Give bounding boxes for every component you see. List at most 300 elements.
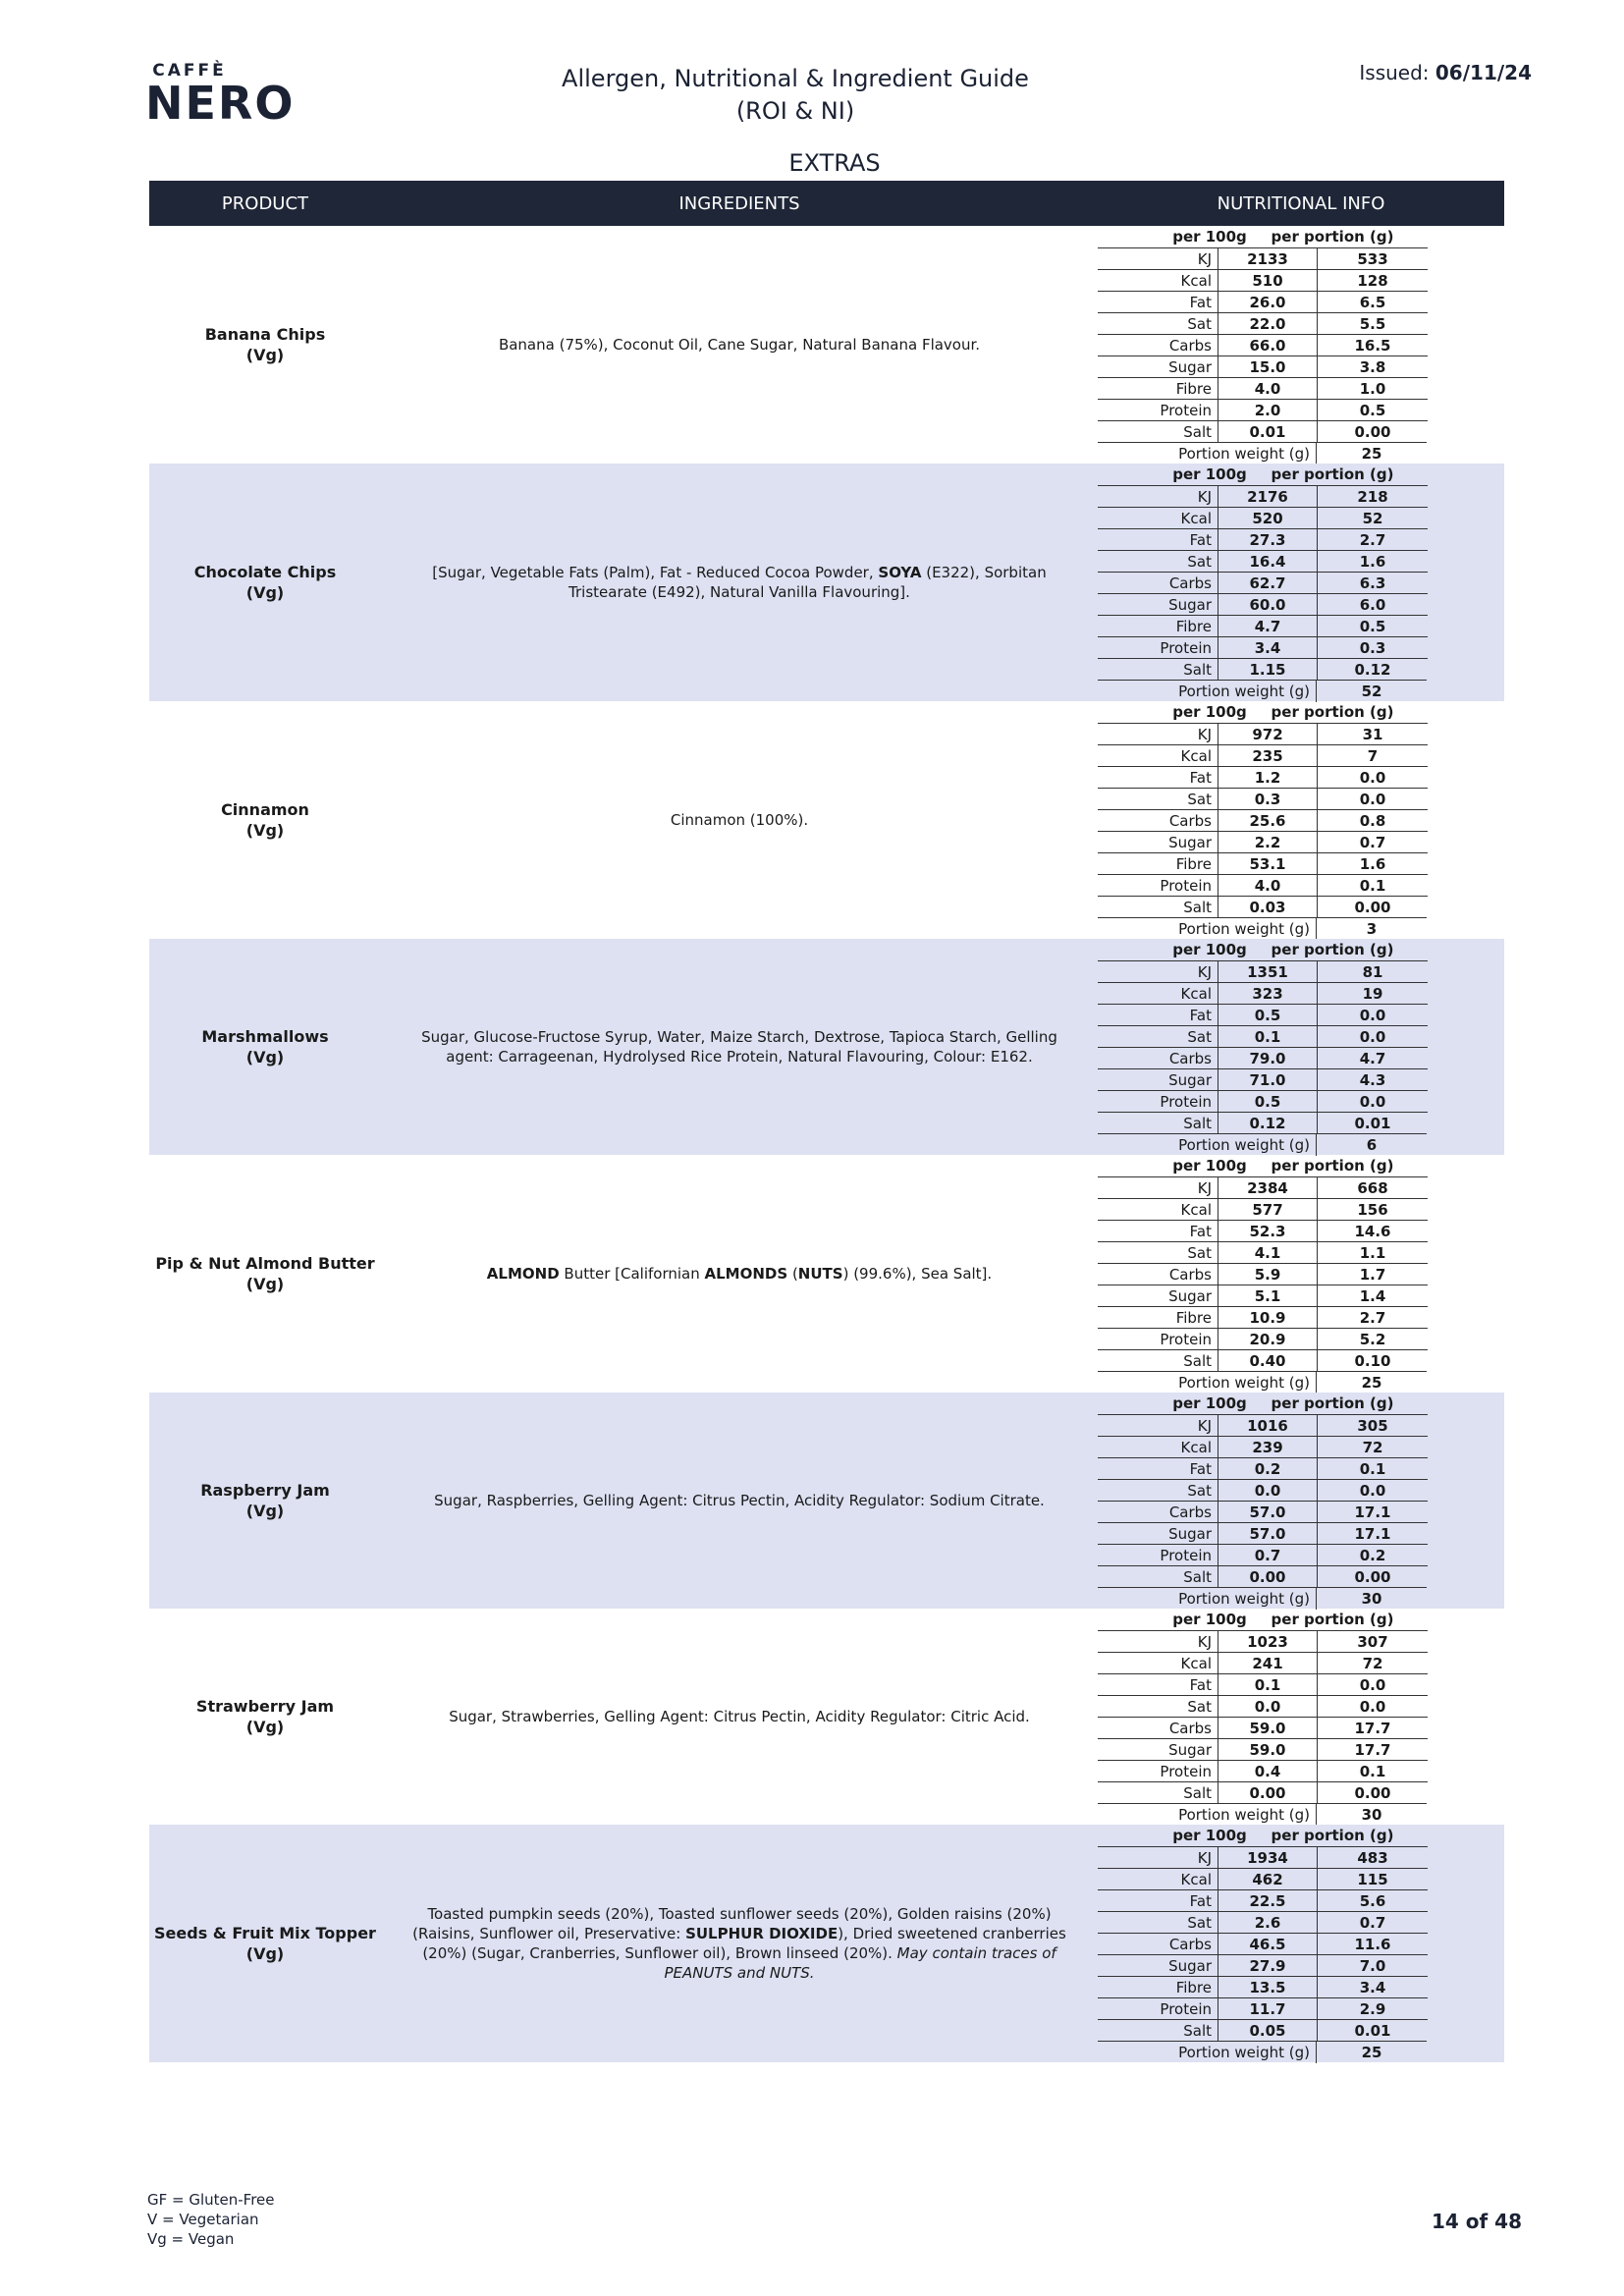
nutrition-row — [1098, 1954, 1504, 1976]
portion-weight-label: Portion weight (g) — [1098, 442, 1316, 464]
per-portion-header: per portion (g) — [1271, 1394, 1394, 1412]
nutrient-label: Fat — [1098, 1457, 1218, 1479]
portion-weight-row — [1098, 442, 1504, 464]
nutrition-row — [1098, 1112, 1504, 1133]
nutrition-row — [1098, 831, 1504, 852]
portion-weight-row — [1098, 1587, 1504, 1609]
portion-weight-value: 30 — [1316, 1587, 1427, 1610]
nutrition-column-headers — [1098, 939, 1504, 960]
per-portion-header: per portion (g) — [1271, 1611, 1394, 1628]
portion-weight-label: Portion weight (g) — [1098, 1803, 1316, 1825]
per-portion-header: per portion (g) — [1271, 703, 1394, 721]
ingredients-text: Toasted pumpkin seeds (20%), Toasted sunflower seeds (20%), Golden raisins (20%) (Raisins, Sunflower oil, Preservative: SULPHUR DIOXIDE), Dried sweetened cranberries (20%) (Sugar, Cranberries, Sunflower oil), Brown linseed (20%). May contain traces of PEANUTS and NUTS. — [412, 1905, 1066, 1982]
nutrient-per-portion: 0.5 — [1317, 399, 1428, 421]
portion-weight-value: 25 — [1316, 1371, 1427, 1394]
nutrient-label: Fibre — [1098, 615, 1218, 636]
nutrient-per-portion: 2.7 — [1317, 1306, 1428, 1329]
nutrient-per-portion: 0.0 — [1317, 1695, 1428, 1718]
nutrient-per-100g: 62.7 — [1218, 572, 1317, 594]
nutrient-label: Fibre — [1098, 377, 1218, 399]
nutrition-row — [1098, 852, 1504, 874]
nutrient-per-portion: 0.01 — [1317, 1112, 1428, 1134]
product-name: Raspberry Jam — [200, 1481, 330, 1500]
nutrient-per-portion: 0.1 — [1317, 874, 1428, 897]
portion-weight-label: Portion weight (g) — [1098, 1133, 1316, 1155]
product-diet: (Vg) — [245, 1502, 285, 1520]
nutrient-per-100g: 4.0 — [1218, 874, 1317, 897]
document-title — [550, 63, 1041, 128]
nutrient-label: Sat — [1098, 788, 1218, 809]
nutrition-row — [1098, 1911, 1504, 1933]
header-nutrition: NUTRITIONAL INFO — [1217, 192, 1385, 214]
nutrient-per-100g: 79.0 — [1218, 1047, 1317, 1069]
nutrient-label: Sat — [1098, 1025, 1218, 1047]
nutrient-label: Sugar — [1098, 1954, 1218, 1976]
nutrient-per-100g: 0.03 — [1218, 896, 1317, 918]
nutrient-per-portion: 307 — [1317, 1630, 1428, 1653]
portion-weight-value: 52 — [1316, 680, 1427, 702]
nutrient-label: Sat — [1098, 1911, 1218, 1933]
nutrient-label: Fat — [1098, 766, 1218, 788]
nutrition-row — [1098, 1501, 1504, 1522]
nutrient-per-100g: 27.3 — [1218, 528, 1317, 551]
nutrient-per-portion: 0.1 — [1317, 1760, 1428, 1782]
per-portion-header: per portion (g) — [1271, 465, 1394, 483]
nutrition-row — [1098, 399, 1504, 420]
portion-weight-value: 30 — [1316, 1803, 1427, 1826]
per-100g-header: per 100g — [1172, 1827, 1247, 1844]
nutrient-per-100g: 27.9 — [1218, 1954, 1317, 1977]
nutrition-row — [1098, 1781, 1504, 1803]
nutrient-label: Carbs — [1098, 1501, 1218, 1522]
nutrient-per-100g: 0.00 — [1218, 1565, 1317, 1588]
nutrient-per-100g: 0.0 — [1218, 1479, 1317, 1502]
portion-weight-value: 3 — [1316, 917, 1427, 940]
nutrient-per-100g: 0.00 — [1218, 1781, 1317, 1804]
legend-gf: GF = Gluten-Free — [147, 2191, 275, 2209]
nutrient-per-portion: 0.7 — [1317, 831, 1428, 853]
nutrient-per-100g: 462 — [1218, 1868, 1317, 1890]
nutrition-row — [1098, 960, 1504, 982]
nutrient-label: Fat — [1098, 1673, 1218, 1695]
nutrient-per-portion: 305 — [1317, 1414, 1428, 1437]
product-name: Cinnamon — [221, 800, 309, 819]
nutrition-row — [1098, 1976, 1504, 1997]
ingredients-cell — [381, 464, 1098, 701]
product-name-cell — [149, 226, 381, 464]
nutrition-row — [1098, 1025, 1504, 1047]
nutrient-label: Carbs — [1098, 1263, 1218, 1285]
nutrient-per-100g: 1934 — [1218, 1846, 1317, 1869]
nutrition-row — [1098, 312, 1504, 334]
nutrient-label: Fibre — [1098, 1976, 1218, 1997]
caffe-nero-logo — [145, 61, 312, 130]
nutrient-per-100g: 2133 — [1218, 247, 1317, 270]
nutrient-label: Sat — [1098, 312, 1218, 334]
product-diet: (Vg) — [245, 1944, 285, 1963]
product-name-cell — [149, 1825, 381, 2062]
nutrient-per-portion: 11.6 — [1317, 1933, 1428, 1955]
portion-weight-row — [1098, 2041, 1504, 2062]
nutrient-label: Sat — [1098, 550, 1218, 572]
header-product: PRODUCT — [221, 192, 309, 214]
nutrient-per-100g: 0.0 — [1218, 1695, 1317, 1718]
nutrient-per-100g: 46.5 — [1218, 1933, 1317, 1955]
product-row — [149, 464, 1504, 701]
nutrient-per-portion: 4.7 — [1317, 1047, 1428, 1069]
nutrient-per-100g: 60.0 — [1218, 593, 1317, 616]
nutrient-per-portion: 31 — [1317, 723, 1428, 745]
nutrient-per-portion: 0.00 — [1317, 420, 1428, 443]
nutrition-cell — [1098, 1825, 1504, 2062]
product-diet: (Vg) — [245, 821, 285, 840]
nutrient-per-100g: 1023 — [1218, 1630, 1317, 1653]
nutrient-label: KJ — [1098, 1846, 1218, 1868]
nutrition-row — [1098, 1047, 1504, 1068]
nutrition-row — [1098, 507, 1504, 528]
issued-label: Issued: — [1359, 61, 1435, 84]
nutrient-per-100g: 0.05 — [1218, 2019, 1317, 2042]
nutrient-per-portion: 1.6 — [1317, 550, 1428, 573]
portion-weight-label: Portion weight (g) — [1098, 1371, 1316, 1393]
nutrient-label: Carbs — [1098, 1047, 1218, 1068]
nutrient-per-100g: 66.0 — [1218, 334, 1317, 356]
nutrient-per-100g: 52.3 — [1218, 1220, 1317, 1242]
nutrient-label: Fibre — [1098, 1306, 1218, 1328]
nutrient-label: Sugar — [1098, 1285, 1218, 1306]
per-100g-header: per 100g — [1172, 228, 1247, 246]
nutrient-per-portion: 0.1 — [1317, 1457, 1428, 1480]
nutrient-per-portion: 0.0 — [1317, 1025, 1428, 1048]
nutrient-per-100g: 2.2 — [1218, 831, 1317, 853]
nutrient-per-100g: 0.7 — [1218, 1544, 1317, 1566]
nutrient-label: Sugar — [1098, 1068, 1218, 1090]
nutrient-per-100g: 22.5 — [1218, 1889, 1317, 1912]
nutrition-row — [1098, 1090, 1504, 1112]
nutrient-per-portion: 0.0 — [1317, 766, 1428, 789]
nutrition-row — [1098, 1436, 1504, 1457]
per-100g-header: per 100g — [1172, 1157, 1247, 1175]
nutrient-per-100g: 4.7 — [1218, 615, 1317, 637]
nutrient-per-100g: 1351 — [1218, 960, 1317, 983]
ingredients-cell — [381, 939, 1098, 1155]
nutrient-per-portion: 0.3 — [1317, 636, 1428, 659]
ingredients-cell — [381, 226, 1098, 464]
product-row — [149, 1609, 1504, 1825]
nutrition-row — [1098, 1868, 1504, 1889]
nutrient-per-portion: 5.2 — [1317, 1328, 1428, 1350]
portion-weight-label: Portion weight (g) — [1098, 917, 1316, 939]
nutrient-per-100g: 0.40 — [1218, 1349, 1317, 1372]
nutrition-row — [1098, 2019, 1504, 2041]
nutrient-label: Kcal — [1098, 507, 1218, 528]
nutrition-row — [1098, 485, 1504, 507]
product-row — [149, 1393, 1504, 1609]
diet-legend — [147, 2190, 275, 2249]
nutrition-row — [1098, 334, 1504, 355]
nutrient-label: Sat — [1098, 1241, 1218, 1263]
nutrient-label: Salt — [1098, 896, 1218, 917]
nutrient-per-portion: 0.2 — [1317, 1544, 1428, 1566]
nutrient-per-100g: 57.0 — [1218, 1522, 1317, 1545]
nutrition-row — [1098, 1630, 1504, 1652]
nutrient-per-portion: 72 — [1317, 1436, 1428, 1458]
product-name: Pip & Nut Almond Butter — [155, 1254, 375, 1273]
legend-vg: Vg = Vegan — [147, 2230, 235, 2248]
ingredients-text: ALMOND Butter [Californian ALMONDS (NUTS) (99.6%), Sea Salt]. — [486, 1265, 993, 1283]
nutrient-per-100g: 53.1 — [1218, 852, 1317, 875]
nutrient-per-portion: 4.3 — [1317, 1068, 1428, 1091]
nutrition-row — [1098, 1263, 1504, 1285]
per-100g-header: per 100g — [1172, 703, 1247, 721]
nutrition-row — [1098, 420, 1504, 442]
per-portion-header: per portion (g) — [1271, 1827, 1394, 1844]
nutrition-row — [1098, 377, 1504, 399]
nutrient-per-portion: 0.0 — [1317, 788, 1428, 810]
nutrition-row — [1098, 1846, 1504, 1868]
nutrient-per-100g: 3.4 — [1218, 636, 1317, 659]
per-portion-header: per portion (g) — [1271, 941, 1394, 958]
nutrition-row — [1098, 593, 1504, 615]
nutrition-row — [1098, 723, 1504, 744]
nutrient-per-100g: 972 — [1218, 723, 1317, 745]
nutrient-label: Sugar — [1098, 1522, 1218, 1544]
nutrient-label: Fibre — [1098, 852, 1218, 874]
nutrient-label: Salt — [1098, 658, 1218, 680]
nutrient-label: Protein — [1098, 874, 1218, 896]
product-row — [149, 1155, 1504, 1393]
nutrient-label: Salt — [1098, 2019, 1218, 2041]
nutrient-label: Fat — [1098, 1220, 1218, 1241]
nutrient-per-portion: 6.0 — [1317, 593, 1428, 616]
nutrient-per-100g: 25.6 — [1218, 809, 1317, 832]
nutrient-per-portion: 17.7 — [1317, 1717, 1428, 1739]
nutrition-row — [1098, 1717, 1504, 1738]
nutrient-per-portion: 0.00 — [1317, 896, 1428, 918]
ingredients-cell — [381, 1155, 1098, 1393]
nutrient-per-portion: 2.7 — [1317, 528, 1428, 551]
per-100g-header: per 100g — [1172, 1611, 1247, 1628]
nutrition-row — [1098, 1414, 1504, 1436]
nutrient-per-portion: 1.0 — [1317, 377, 1428, 400]
nutrient-per-portion: 218 — [1317, 485, 1428, 508]
nutrition-row — [1098, 982, 1504, 1004]
ingredients-cell — [381, 1609, 1098, 1825]
table-body — [149, 226, 1504, 2062]
nutrition-row — [1098, 1544, 1504, 1565]
nutrient-label: Fat — [1098, 291, 1218, 312]
logo-nero-text: NERO — [145, 77, 296, 130]
nutrition-row — [1098, 658, 1504, 680]
nutrient-label: Kcal — [1098, 269, 1218, 291]
nutrient-per-portion: 52 — [1317, 507, 1428, 529]
nutrient-per-100g: 16.4 — [1218, 550, 1317, 573]
nutrition-row — [1098, 1176, 1504, 1198]
product-name-cell — [149, 464, 381, 701]
nutrient-per-portion: 16.5 — [1317, 334, 1428, 356]
nutrient-per-100g: 59.0 — [1218, 1738, 1317, 1761]
nutrient-per-portion: 0.0 — [1317, 1090, 1428, 1113]
nutrient-per-100g: 22.0 — [1218, 312, 1317, 335]
per-portion-header: per portion (g) — [1271, 1157, 1394, 1175]
ingredients-text: Banana (75%), Coconut Oil, Cane Sugar, Natural Banana Flavour. — [498, 336, 981, 354]
nutrient-per-100g: 57.0 — [1218, 1501, 1317, 1523]
nutrient-per-portion: 0.0 — [1317, 1673, 1428, 1696]
nutrient-per-100g: 0.5 — [1218, 1090, 1317, 1113]
product-diet: (Vg) — [245, 1048, 285, 1066]
nutrition-row — [1098, 1933, 1504, 1954]
nutrient-per-portion: 1.6 — [1317, 852, 1428, 875]
product-row — [149, 701, 1504, 939]
nutrient-label: Fat — [1098, 528, 1218, 550]
nutrient-label: KJ — [1098, 960, 1218, 982]
per-portion-header: per portion (g) — [1271, 228, 1394, 246]
nutrient-label: Sugar — [1098, 355, 1218, 377]
nutrient-per-portion: 483 — [1317, 1846, 1428, 1869]
issued-value: 06/11/24 — [1435, 61, 1532, 84]
ingredients-text: Sugar, Glucose-Fructose Syrup, Water, Maize Starch, Dextrose, Tapioca Starch, Gelling agent: Carrageenan, Hydrolysed Rice Protein, Natural Flavouring, Colour: E162. — [421, 1028, 1057, 1066]
ingredients-text: Sugar, Strawberries, Gelling Agent: Citrus Pectin, Acidity Regulator: Citric Acid. — [449, 1708, 1030, 1725]
portion-weight-label: Portion weight (g) — [1098, 680, 1316, 701]
nutrition-row — [1098, 1285, 1504, 1306]
product-name-cell — [149, 1609, 381, 1825]
product-diet: (Vg) — [245, 346, 285, 364]
nutrition-column-headers — [1098, 1609, 1504, 1630]
nutrition-column-headers — [1098, 1825, 1504, 1846]
nutrition-row — [1098, 896, 1504, 917]
nutrient-label: Kcal — [1098, 1868, 1218, 1889]
nutrient-per-portion: 533 — [1317, 247, 1428, 270]
nutrition-row — [1098, 1565, 1504, 1587]
portion-weight-row — [1098, 1133, 1504, 1155]
nutrient-per-100g: 241 — [1218, 1652, 1317, 1674]
nutrient-label: KJ — [1098, 247, 1218, 269]
nutrition-cell — [1098, 701, 1504, 939]
ingredients-text: [Sugar, Vegetable Fats (Palm), Fat - Reduced Cocoa Powder, SOYA (E322), Sorbitan Tristearate (E492), Natural Vanilla Flavouring]. — [432, 564, 1047, 601]
nutrition-row — [1098, 1306, 1504, 1328]
nutrition-row — [1098, 1738, 1504, 1760]
portion-weight-value: 25 — [1316, 442, 1427, 465]
per-100g-header: per 100g — [1172, 465, 1247, 483]
nutrition-row — [1098, 788, 1504, 809]
nutrition-row — [1098, 636, 1504, 658]
nutrition-cell — [1098, 1155, 1504, 1393]
ingredients-cell — [381, 1393, 1098, 1609]
portion-weight-label: Portion weight (g) — [1098, 2041, 1316, 2062]
nutrition-row — [1098, 809, 1504, 831]
nutrient-per-portion: 0.00 — [1317, 1565, 1428, 1588]
nutrition-row — [1098, 615, 1504, 636]
nutrient-label: Fat — [1098, 1889, 1218, 1911]
nutrition-row — [1098, 1652, 1504, 1673]
nutrient-per-100g: 20.9 — [1218, 1328, 1317, 1350]
nutrient-per-portion: 6.3 — [1317, 572, 1428, 594]
nutrient-per-portion: 3.4 — [1317, 1976, 1428, 1998]
portion-weight-label: Portion weight (g) — [1098, 1587, 1316, 1609]
nutrient-per-portion: 128 — [1317, 269, 1428, 292]
nutrition-row — [1098, 1241, 1504, 1263]
nutrient-label: Protein — [1098, 1328, 1218, 1349]
nutrition-cell — [1098, 226, 1504, 464]
nutrient-per-portion: 7 — [1317, 744, 1428, 767]
nutrient-label: KJ — [1098, 485, 1218, 507]
nutrient-per-portion: 0.12 — [1317, 658, 1428, 681]
nutrient-per-portion: 17.7 — [1317, 1738, 1428, 1761]
nutrient-per-portion: 0.5 — [1317, 615, 1428, 637]
product-name-cell — [149, 1155, 381, 1393]
nutrient-per-100g: 4.1 — [1218, 1241, 1317, 1264]
nutrition-column-headers — [1098, 226, 1504, 247]
nutrition-row — [1098, 1522, 1504, 1544]
product-name: Banana Chips — [204, 325, 326, 344]
nutrient-label: Salt — [1098, 1781, 1218, 1803]
ingredients-cell — [381, 1825, 1098, 2062]
nutrition-row — [1098, 1068, 1504, 1090]
per-100g-header: per 100g — [1172, 1394, 1247, 1412]
nutrient-per-100g: 26.0 — [1218, 291, 1317, 313]
nutrient-per-portion: 0.00 — [1317, 1781, 1428, 1804]
nutrient-label: Salt — [1098, 1349, 1218, 1371]
nutrient-per-100g: 0.1 — [1218, 1673, 1317, 1696]
nutrient-per-portion: 2.9 — [1317, 1997, 1428, 2020]
nutrient-per-100g: 2176 — [1218, 485, 1317, 508]
nutrient-per-100g: 0.3 — [1218, 788, 1317, 810]
nutrient-per-100g: 1016 — [1218, 1414, 1317, 1437]
nutrient-per-100g: 2.6 — [1218, 1911, 1317, 1934]
nutrition-row — [1098, 766, 1504, 788]
product-row — [149, 226, 1504, 464]
nutrient-label: Protein — [1098, 1544, 1218, 1565]
nutrient-label: Carbs — [1098, 1933, 1218, 1954]
nutrition-row — [1098, 247, 1504, 269]
product-row — [149, 939, 1504, 1155]
nutrient-per-100g: 13.5 — [1218, 1976, 1317, 1998]
section-title: EXTRAS — [788, 149, 881, 177]
nutrient-per-100g: 11.7 — [1218, 1997, 1317, 2020]
extras-table — [149, 181, 1504, 2062]
nutrient-per-portion: 1.7 — [1317, 1263, 1428, 1285]
nutrient-label: KJ — [1098, 1176, 1218, 1198]
legend-v: V = Vegetarian — [147, 2211, 259, 2228]
nutrition-row — [1098, 1220, 1504, 1241]
nutrition-row — [1098, 874, 1504, 896]
product-diet: (Vg) — [245, 583, 285, 602]
nutrient-label: KJ — [1098, 723, 1218, 744]
ingredients-cell — [381, 701, 1098, 939]
nutrition-column-headers — [1098, 1393, 1504, 1414]
nutrient-per-portion: 0.0 — [1317, 1004, 1428, 1026]
nutrient-label: Salt — [1098, 1112, 1218, 1133]
nutrient-label: Kcal — [1098, 744, 1218, 766]
product-name: Seeds & Fruit Mix Topper — [154, 1924, 376, 1942]
portion-weight-value: 25 — [1316, 2041, 1427, 2063]
nutrition-row — [1098, 269, 1504, 291]
nutrient-label: Sugar — [1098, 831, 1218, 852]
product-name: Marshmallows — [201, 1027, 329, 1046]
nutrient-label: Fat — [1098, 1004, 1218, 1025]
logo-caffe-text: CAFFÈ — [152, 61, 227, 81]
nutrition-column-headers — [1098, 1155, 1504, 1176]
nutrient-per-portion: 17.1 — [1317, 1522, 1428, 1545]
nutrition-row — [1098, 1349, 1504, 1371]
nutrition-row — [1098, 1004, 1504, 1025]
nutrient-per-portion: 0.0 — [1317, 1479, 1428, 1502]
nutrition-row — [1098, 1760, 1504, 1781]
nutrient-label: Protein — [1098, 1090, 1218, 1112]
nutrition-row — [1098, 1457, 1504, 1479]
portion-weight-value: 6 — [1316, 1133, 1427, 1156]
nutrient-label: Carbs — [1098, 809, 1218, 831]
